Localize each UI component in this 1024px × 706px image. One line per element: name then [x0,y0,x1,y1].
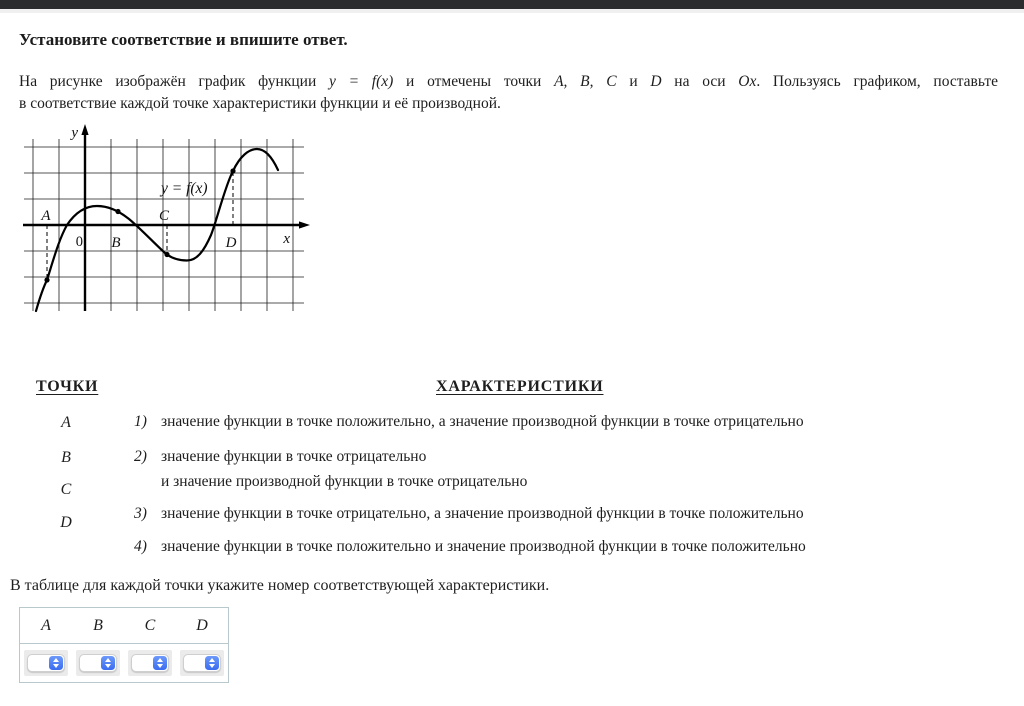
answer-table-header [20,608,228,644]
point-item-a: A [61,414,71,431]
characteristics-header: ХАРАКТЕРИСТИКИ [436,378,604,395]
characteristic-text-2: значение функции в точке отрицательно [161,448,427,465]
column-header-a: A [41,616,51,634]
answer-cell-d [176,644,228,682]
graph-point-label-c: C [158,208,170,224]
y-axis-label: y [71,125,78,141]
x-axis-label: x [283,231,290,247]
graph-point-label-a: A [41,208,51,224]
graph-point-label-b: B [111,235,121,251]
math-axis: Ox [738,73,757,90]
origin-label: 0 [75,234,83,250]
page-content [0,30,1024,683]
intro-text: на оси [661,73,739,90]
column-header-b: B [93,616,103,634]
answer-select-d[interactable] [180,650,224,676]
matching-section [19,378,1019,563]
intro-text: и отмечены точки [393,73,555,90]
intro-text: . Пользуясь графиком, поставьте [756,73,998,90]
point-item-d: D [60,514,72,531]
math-points: A, B, C [554,73,617,90]
answer-table-row [20,644,228,682]
answer-select-a[interactable] [24,650,68,676]
characteristic-number-3: 3) [134,505,147,522]
characteristic-text-3: значение функции в точке отрицательно, а значение производной функции в точке положительно [161,505,804,522]
x-axis-arrow-icon [299,221,310,228]
point-item-b: B [61,449,71,466]
column-header-d: D [196,616,208,634]
dot-c [164,252,169,257]
answer-instruction: В таблице для каждой точки укажите номер соответствующей характеристики. [10,577,550,594]
answer-select-b[interactable] [76,650,120,676]
answer-cell-a [20,644,72,682]
characteristic-text-1: значение функции в точке положительно, а значение производной функции в точке отрицательно [161,413,804,430]
answer-cell-c [124,644,176,682]
top-strip [0,9,1024,13]
dot-d [230,168,235,173]
top-bar [0,0,1024,9]
dot-b [115,209,120,214]
math-expression: y = f(x) [328,73,394,90]
graph-point-label-d: D [225,235,237,251]
characteristic-number-4: 4) [134,538,147,555]
points-header: ТОЧКИ [36,378,99,395]
select-stepper-icon [101,656,115,670]
column-header-c: C [144,616,156,634]
y-axis-arrow-icon [81,124,88,135]
intro-line2: в соответствие каждой точке характеристики функции и её производной. [19,95,501,112]
answer-select-c[interactable] [128,650,172,676]
math-point: D [650,73,662,90]
y-axis [81,124,88,311]
characteristic-number-1: 1) [134,413,147,430]
function-graph [21,123,313,315]
answer-cell-b [72,644,124,682]
select-stepper-icon [205,656,219,670]
characteristic-text-4: значение функции в точке положительно и значение производной функции в точке положительно [161,538,806,555]
intro-text: На рисунке изображён график функции [19,73,329,90]
curve-label: y = f(x) [161,180,208,197]
intro-line1 [19,71,998,93]
characteristic-text-2b: и значение производной функции в точке отрицательно [161,473,528,490]
dot-a [44,277,49,282]
characteristic-number-2: 2) [134,448,147,465]
intro-text: и [616,73,651,90]
point-item-c: C [60,481,72,498]
select-stepper-icon [49,656,63,670]
answer-table [19,607,229,683]
select-stepper-icon [153,656,167,670]
graph-svg [21,123,313,315]
page-title: Установите соответствие и впишите ответ. [19,30,348,49]
